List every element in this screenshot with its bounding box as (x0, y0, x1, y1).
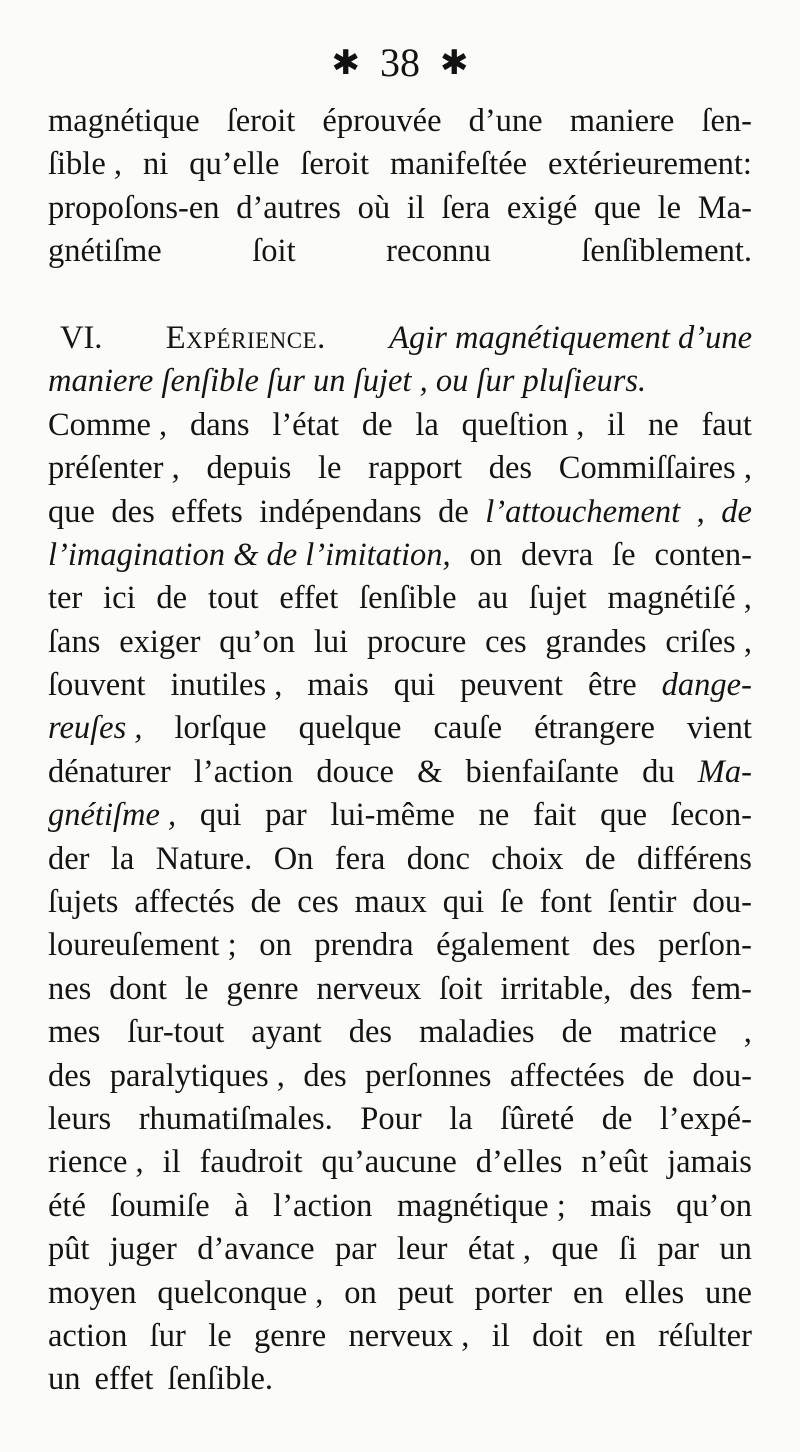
italic-term: dange- (661, 667, 752, 704)
experience-title-part1: Agir magnétiquement d’une (389, 319, 752, 356)
word: l’état (272, 406, 340, 443)
word: tout (207, 580, 259, 617)
word: ſur (149, 1317, 186, 1354)
word: état , (467, 1231, 532, 1268)
word: par (265, 797, 307, 834)
paragraph-gap (48, 274, 752, 317)
word: l’action (273, 1187, 373, 1224)
word: ſujet (528, 580, 587, 617)
word: ſenſible (359, 580, 457, 617)
word: ſentir (607, 884, 677, 921)
word: des (592, 927, 636, 964)
word: & (417, 753, 443, 790)
word: le (318, 450, 342, 487)
text-line (48, 143, 752, 186)
word: faudroit (199, 1144, 303, 1181)
word: mes (48, 1014, 101, 1051)
word: de (643, 1057, 674, 1094)
text-line (48, 881, 752, 924)
italic-term: l’imagination & de l’imitation, (48, 536, 451, 573)
word: ſenſible. (167, 1361, 274, 1398)
word: ſeroit (300, 146, 369, 183)
word: qui (442, 884, 485, 921)
word: queſtion , (461, 406, 585, 443)
italic-term: gnétiſme , (48, 797, 177, 834)
word: dou- (692, 884, 752, 921)
word: leurs (48, 1100, 112, 1137)
word: depuis (206, 450, 292, 487)
word: il (406, 189, 425, 226)
word: en (605, 1317, 636, 1354)
word: étrangere (534, 710, 655, 747)
text-line (48, 1055, 752, 1098)
word: manifeſtée (389, 146, 528, 183)
word: de (361, 406, 393, 443)
word: de (250, 884, 282, 921)
word: des (488, 450, 533, 487)
word: ſecon- (670, 797, 752, 834)
word: action (48, 1317, 128, 1354)
word: Ma- (697, 189, 752, 226)
paragraph-1 (48, 100, 752, 274)
word: porter (474, 1274, 553, 1311)
word: le (184, 970, 209, 1007)
word: rhumatiſmales. (138, 1100, 333, 1137)
word: ne (478, 797, 510, 834)
word: ſoumiſe (110, 1187, 210, 1224)
word: être (588, 667, 637, 704)
word: ces (297, 884, 339, 921)
word: ſouvent (48, 667, 146, 704)
word: réſulter (658, 1317, 752, 1354)
word: gnétiſme (48, 233, 162, 270)
text-line (48, 968, 752, 1011)
word: il (491, 1317, 510, 1354)
word: loureuſement ; (48, 927, 237, 964)
word: il (162, 1144, 181, 1181)
word: de (601, 1100, 633, 1137)
word: des (629, 970, 673, 1007)
word: choix (491, 840, 564, 877)
word: affectés (134, 884, 235, 921)
word: de (584, 840, 616, 877)
text-line (48, 1185, 752, 1228)
paragraph-2-continuation (48, 838, 752, 1359)
word: dou- (692, 1057, 752, 1094)
word: on (259, 927, 292, 964)
word: ſible , (48, 146, 123, 183)
word: qu’aucune (321, 1144, 457, 1181)
word: vient (686, 710, 752, 747)
word: ſans (48, 623, 101, 660)
word: der (48, 840, 90, 877)
fleuron-left-icon: ✱ (331, 45, 360, 82)
word: grandes (545, 623, 647, 660)
word: paralytiques , (109, 1057, 285, 1094)
text-line (48, 534, 752, 577)
word: extérieurement: (548, 146, 752, 183)
text-line (48, 751, 752, 794)
word: effets (171, 493, 243, 530)
word: d’autres (236, 189, 341, 226)
italic-term: reuſes , (48, 710, 143, 747)
word: que (593, 189, 641, 226)
word: procure (367, 623, 467, 660)
word: lorſque (174, 710, 267, 747)
word: devra (521, 536, 594, 573)
word: il (607, 406, 626, 443)
text-line (48, 924, 752, 967)
text-line (48, 1272, 752, 1315)
word: lui (313, 623, 349, 660)
text-line-final (48, 1358, 752, 1401)
word: criſes , (665, 623, 752, 660)
word: cauſe (433, 710, 503, 747)
word: peut (397, 1274, 454, 1311)
word: doit (532, 1317, 583, 1354)
word: par (657, 1231, 699, 1268)
word: elles (624, 1274, 685, 1311)
word: ici (103, 580, 136, 617)
word: On (273, 840, 314, 877)
word: ces (485, 623, 527, 660)
word: des (348, 1014, 393, 1051)
word: matrice (619, 1014, 717, 1051)
word: qui (199, 797, 242, 834)
word: effet (279, 580, 339, 617)
word: ſe (612, 536, 636, 573)
italic-term: Ma- (697, 753, 752, 790)
word: on (344, 1274, 377, 1311)
word: on (469, 536, 503, 573)
text-line (48, 404, 752, 447)
word: d’elles (475, 1144, 563, 1181)
word: l’expé- (659, 1100, 752, 1137)
word: faut (701, 406, 752, 443)
word: exigé (506, 189, 578, 226)
word: nerveux , (348, 1317, 470, 1354)
text-line (48, 1228, 752, 1271)
text-line (48, 621, 752, 664)
word: ne (647, 406, 679, 443)
italic-term: l’attouchement (485, 493, 681, 530)
word: d’avance (197, 1231, 315, 1268)
word: qu’on (219, 623, 296, 660)
word: nerveux (316, 970, 422, 1007)
word: du (642, 753, 675, 790)
word: qui (393, 667, 436, 704)
word: exiger (119, 623, 201, 660)
word: des (111, 493, 155, 530)
word: perſonnes (365, 1057, 492, 1094)
text-line (48, 317, 752, 360)
word: un (48, 1361, 81, 1398)
word: été (48, 1187, 86, 1224)
word: quelque (298, 710, 402, 747)
word: perſon- (658, 927, 752, 964)
word: dénaturer (48, 753, 171, 790)
word: donc (406, 840, 470, 877)
word: magnétiſé , (607, 580, 752, 617)
word: également (436, 927, 570, 964)
word: ni (142, 146, 169, 183)
text-line (48, 1011, 752, 1054)
word: magnétique ; (396, 1187, 566, 1224)
word: par (334, 1231, 377, 1268)
word: que (600, 797, 647, 834)
word: ſur-tout (127, 1014, 225, 1051)
word: dont (109, 970, 168, 1007)
word: que (551, 1231, 599, 1268)
word: au (477, 580, 509, 617)
page-number: 38 (380, 40, 420, 85)
word: ſoit (252, 233, 296, 270)
word: Comme , (48, 406, 168, 443)
word: indépendans (259, 493, 422, 530)
text-line (48, 794, 752, 837)
word: reconnu (386, 233, 491, 270)
word: genre (226, 970, 299, 1007)
word: fera (334, 840, 386, 877)
word: dans (189, 406, 250, 443)
word: la (415, 406, 439, 443)
word: irritable, (500, 970, 612, 1007)
word: où (357, 189, 391, 226)
word: l’action (193, 753, 294, 790)
word: le (657, 189, 682, 226)
text-line (48, 707, 752, 750)
word: Nature. (155, 840, 253, 877)
word: une (704, 1274, 752, 1311)
paragraph-2 (48, 317, 752, 1402)
word: quelconque , (157, 1274, 324, 1311)
word: n’eût (581, 1144, 649, 1181)
word: maniere (569, 103, 675, 139)
word: Pour (360, 1100, 422, 1137)
word: un (719, 1231, 752, 1268)
word: éprouvée (322, 103, 442, 139)
word: leur (396, 1231, 448, 1268)
word: ſûreté (500, 1100, 575, 1137)
text-line (48, 664, 752, 707)
word: moyen (48, 1274, 137, 1311)
word: ſi (618, 1231, 637, 1268)
word: jamais (667, 1144, 752, 1181)
experience-title-part2: maniere ſenſible ſur un ſujet , ou ſur pluſieurs. (48, 363, 647, 400)
word: la (449, 1100, 473, 1137)
word: ſen- (701, 103, 752, 139)
word: la (110, 840, 135, 877)
word: maladies (419, 1014, 535, 1051)
word: différens (636, 840, 752, 877)
word: mais (307, 667, 369, 704)
text-line (48, 577, 752, 620)
word: propoſons-en (48, 189, 220, 226)
page-header (0, 38, 800, 89)
word: des (303, 1057, 347, 1094)
fleuron-right-icon: ✱ (440, 45, 469, 82)
word: rapport (368, 450, 463, 487)
text-line (48, 838, 752, 881)
word: ſujets (48, 884, 119, 921)
word: conten- (654, 536, 752, 573)
word: qu’elle (189, 146, 280, 183)
word: d’une (468, 103, 543, 139)
word: lui-même (330, 797, 455, 834)
word: Commiſſaires , (558, 450, 752, 487)
word: prendra (314, 927, 414, 964)
word: douce (316, 753, 394, 790)
word: juger (109, 1231, 177, 1268)
word: le (208, 1317, 232, 1354)
word: nes (48, 970, 92, 1007)
word: de (438, 493, 469, 530)
word: ſe (500, 884, 524, 921)
word: ter (48, 580, 83, 617)
body-text (48, 100, 752, 1402)
text-line (48, 447, 752, 490)
word: inutiles , (170, 667, 283, 704)
word: bienfaiſante (465, 753, 619, 790)
italic-term: de (721, 493, 752, 530)
word: des (48, 1057, 92, 1094)
comma: , (696, 493, 705, 530)
word: pût (48, 1231, 90, 1268)
text-line (48, 1141, 752, 1184)
experience-number: VI. (60, 319, 103, 356)
word: peuvent (460, 667, 564, 704)
word: rience , (48, 1144, 144, 1181)
word: en (572, 1274, 604, 1311)
word: ayant (251, 1014, 322, 1051)
word: effet (94, 1361, 154, 1398)
word: fait (533, 797, 577, 834)
word: ſeroit (226, 103, 296, 139)
word: de (156, 580, 188, 617)
word: ſera (441, 189, 491, 226)
text-line (48, 1098, 752, 1141)
text-line (48, 187, 752, 230)
text-line (48, 491, 752, 534)
word: préſenter , (48, 450, 180, 487)
word: qu’on (676, 1187, 752, 1224)
text-line (48, 1315, 752, 1358)
word: à (234, 1187, 249, 1224)
word: de (561, 1014, 593, 1051)
word: fem- (690, 970, 752, 1007)
experience-heading: Expérience. (165, 319, 326, 356)
word: magnétique (48, 103, 200, 139)
word: genre (253, 1317, 327, 1354)
word: , (743, 1014, 752, 1051)
word: que (48, 493, 95, 530)
word: ſoit (439, 970, 483, 1007)
word: mais (590, 1187, 652, 1224)
text-line (48, 100, 752, 143)
word: ſenſiblement. (581, 233, 752, 270)
text-line (48, 230, 752, 273)
word: affectées (509, 1057, 625, 1094)
word: maux (354, 884, 427, 921)
word: font (539, 884, 592, 921)
